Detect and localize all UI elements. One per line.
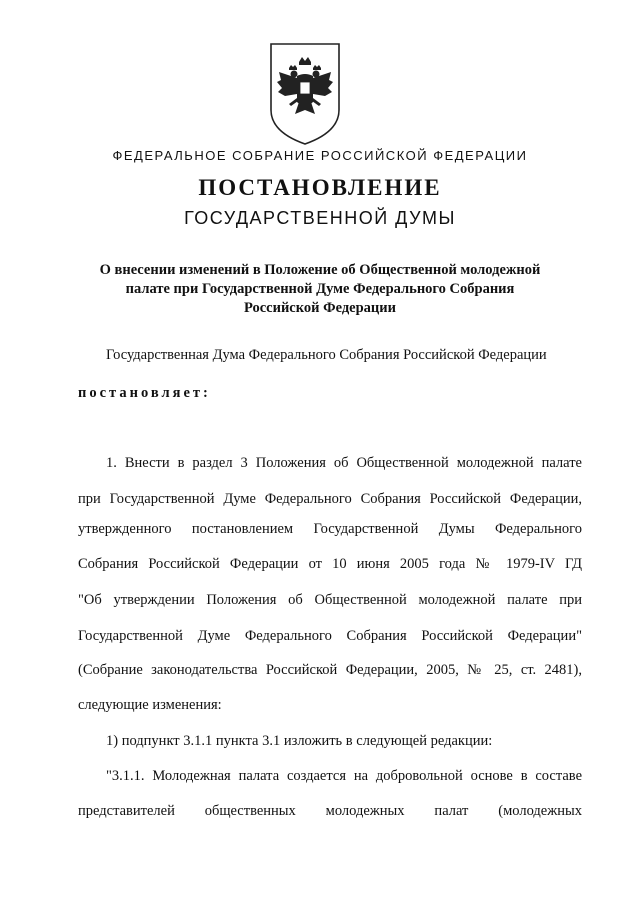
body-line: (Собрание законодательства Российской Федерации, 2005, № 25, ст. 2481),	[78, 662, 582, 678]
heading-line: Российской Федерации	[243, 300, 396, 316]
body-line: представителей общественных молодежных палат (молодежных	[78, 803, 582, 819]
document-subtitle: ГОСУДАРСТВЕННОЙ ДУМЫ	[184, 208, 456, 228]
heading-line: палате при Государственной Думе Федерального Собрания	[125, 281, 515, 297]
body-line: следующие изменения:	[78, 697, 222, 713]
body-line: "Об утверждении Положения об Общественной молодежной палате при	[78, 592, 582, 608]
preamble-text: Государственная Дума Федерального Собрания Российской Федерации	[106, 347, 547, 363]
body-line: при Государственной Думе Федерального Собрания Российской Федерации,	[78, 491, 582, 507]
heading-line: О внесении изменений в Положение об Общественной молодежной	[99, 262, 541, 278]
body-line: утвержденного постановлением Государственной Думы Федерального	[78, 521, 582, 537]
assembly-name: ФЕДЕРАЛЬНОЕ СОБРАНИЕ РОССИЙСКОЙ ФЕДЕРАЦИИ	[112, 148, 528, 163]
body-line: 1) подпункт 3.1.1 пункта 3.1 изложить в следующей редакции:	[106, 733, 493, 749]
body-line: 1. Внести в раздел 3 Положения об Общественной молодежной палате	[106, 455, 582, 471]
body-line: Государственной Думе Федерального Собрания Российской Федерации"	[78, 628, 582, 644]
coat-of-arms-emblem	[267, 40, 343, 148]
document-title: ПОСТАНОВЛЕНИЕ	[198, 175, 442, 200]
body-line: "3.1.1. Молодежная палата создается на добровольной основе в составе	[106, 768, 582, 784]
body-line: Собрания Российской Федерации от 10 июня 2005 года № 1979-IV ГД	[78, 556, 582, 572]
decides-word: постановляет:	[78, 385, 211, 401]
resolution-heading	[50, 261, 590, 318]
